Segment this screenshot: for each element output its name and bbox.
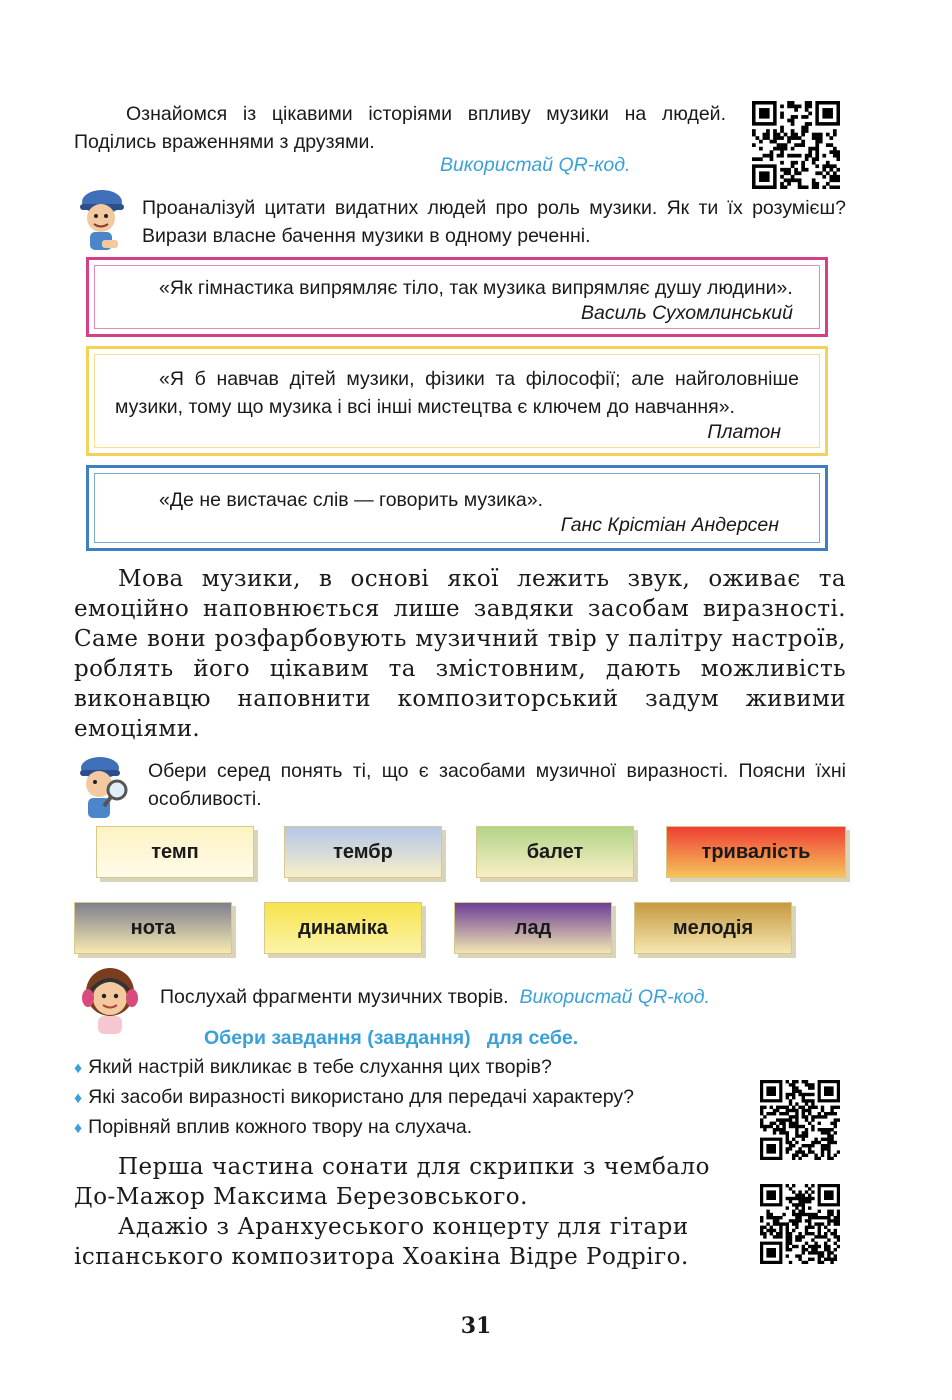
works-list <box>74 1152 744 1272</box>
quote-3-text: «Де не вистачає слів — говорить музика». <box>159 489 544 511</box>
list-item: ♦ Який настрій викликає в тебе слухання цих творів? <box>74 1056 552 1078</box>
concept-label: мелодія <box>672 916 754 939</box>
concept-tile-tempo[interactable] <box>96 826 254 878</box>
concept-label: балет <box>526 840 584 863</box>
qr-code-2[interactable] <box>760 1080 840 1160</box>
qr-code-3[interactable] <box>760 1184 840 1264</box>
quote-3-author: Ганс Крістіан Андерсен <box>560 514 779 536</box>
concept-label: лад <box>514 916 552 939</box>
listen-text: Послухай фрагменти музичних творів. <box>160 986 509 1008</box>
girl-with-headphones-icon <box>76 964 144 1040</box>
concept-tile-timbre[interactable] <box>284 826 442 878</box>
task-concepts: Обери серед понять ті, що є засобами музичної виразності. Поясни їхні особливості. <box>148 760 846 810</box>
quote-box-2 <box>86 346 828 456</box>
qr-pattern-icon <box>760 1184 840 1264</box>
quote-box-2-inner <box>94 354 820 448</box>
boy-mascot-icon <box>72 184 130 254</box>
main-paragraph: Мова музики, в основі якої лежить звук, оживає та емоційно наповнюється лише завдяки засобам виразності. Саме вони розфарбовують музичний твір у палітру настроїв, роблять його цікавим та змістовним, дають можливість виконавцю наповнити композиторський задум живими емоціями. <box>74 566 846 742</box>
qr-pattern-icon <box>760 1080 840 1160</box>
concept-tile-dynamics[interactable] <box>264 902 422 954</box>
diamond-bullet-icon: ♦ <box>74 1060 83 1077</box>
concept-label: темп <box>151 840 199 863</box>
listen-qr-hint: Використай QR-код. <box>519 986 710 1008</box>
choose-task-heading: Обери завдання (завдання) для себе. <box>204 1027 579 1049</box>
listen-line <box>160 986 710 1009</box>
diamond-bullet-icon: ♦ <box>74 1090 83 1107</box>
concept-tile-duration[interactable] <box>666 826 846 878</box>
boy-with-magnifier-icon <box>72 752 132 824</box>
work-item: Перша частина сонати для скрипки з чембало До-Мажор Максима Березовського. <box>74 1154 710 1210</box>
concept-label: нота <box>130 916 176 939</box>
qr-hint: Використай QR-код. <box>440 154 631 176</box>
concept-tile-ballet[interactable] <box>476 826 634 878</box>
concept-label: тривалість <box>701 840 811 863</box>
qr-code-1[interactable] <box>752 101 840 189</box>
quote-box-3 <box>86 465 828 551</box>
concept-label: динаміка <box>298 916 388 939</box>
quote-1-author: Василь Сухомлинський <box>581 302 793 324</box>
qr-pattern-icon <box>752 101 840 189</box>
concept-tile-melody[interactable] <box>634 902 792 954</box>
diamond-bullet-icon: ♦ <box>74 1120 83 1137</box>
list-item: ♦ Які засоби виразності використано для передачі характеру? <box>74 1086 634 1108</box>
quote-box-1-inner <box>94 265 820 329</box>
quote-box-3-inner <box>94 473 820 543</box>
concept-label: тембр <box>333 840 393 863</box>
concept-tile-note[interactable] <box>74 902 232 954</box>
questions-list <box>74 1053 634 1143</box>
concept-tile-mode[interactable] <box>454 902 612 954</box>
quote-2-author: Платон <box>707 421 781 443</box>
work-item: Адажіо з Аранхуеського концерту для гітари іспанського композитора Хоакіна Відре Родріго. <box>74 1214 689 1270</box>
quote-box-1 <box>86 257 828 337</box>
page-number: 31 <box>460 1313 492 1339</box>
quote-2-text: «Я б навчав дітей музики, фізики та філософії; але найголовніше музики, тому що музика і всі інші мистецтва є ключем до навчання». <box>115 368 799 418</box>
intro-text: Ознайомся із цікавими історіями впливу музики на людей. Поділись враженнями з друзями. <box>74 103 726 153</box>
list-item: ♦ Порівняй вплив кожного твору на слухача. <box>74 1116 473 1138</box>
task-quotes: Проаналізуй цитати видатних людей про роль музики. Як ти їх розумієш? Вирази власне бачення музики в одному реченні. <box>142 197 846 247</box>
quote-1-text: «Як гімнастика випрямляє тіло, так музика випрямляє душу людини». <box>159 277 793 299</box>
